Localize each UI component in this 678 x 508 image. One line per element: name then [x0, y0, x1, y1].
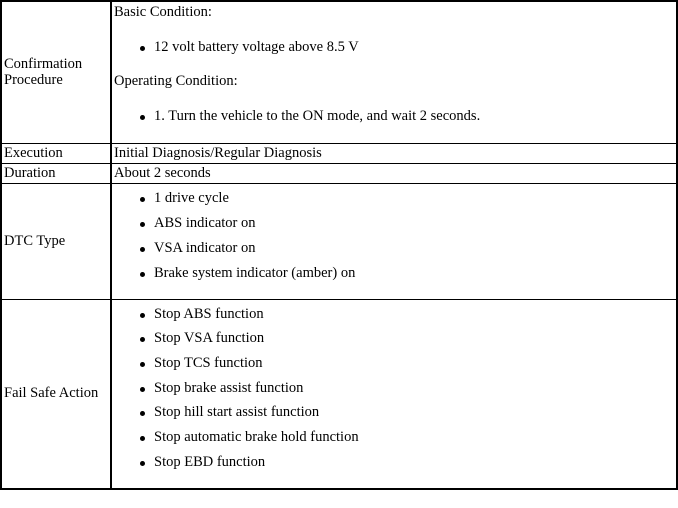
row-duration	[1, 163, 677, 183]
list-item: Stop TCS function	[140, 355, 674, 380]
list-item: Stop hill start assist function	[140, 404, 674, 429]
list-item: 12 volt battery voltage above 8.5 V	[140, 39, 674, 56]
list-item: 1 drive cycle	[140, 190, 674, 215]
row-fail-safe-action	[1, 299, 677, 489]
value-duration: About 2 seconds	[111, 163, 677, 183]
label-dtc-type: DTC Type	[1, 183, 111, 299]
value-fail-safe-action	[111, 299, 677, 489]
value-dtc-type	[111, 183, 677, 299]
label-confirmation-procedure: Confirmation Procedure	[1, 1, 111, 143]
list-item: VSA indicator on	[140, 240, 674, 265]
label-execution: Execution	[1, 143, 111, 163]
basic-condition-heading: Basic Condition:	[114, 4, 212, 20]
list-item: Stop automatic brake hold function	[140, 429, 674, 454]
list-item: Stop brake assist function	[140, 380, 674, 405]
basic-condition-list	[114, 39, 674, 56]
dtc-type-list	[114, 190, 674, 290]
row-dtc-type	[1, 183, 677, 299]
value-confirmation-procedure	[111, 1, 677, 143]
row-execution	[1, 143, 677, 163]
list-item: ABS indicator on	[140, 215, 674, 240]
operating-condition-heading: Operating Condition:	[114, 73, 238, 90]
list-item: Stop EBD function	[140, 454, 674, 479]
label-duration: Duration	[1, 163, 111, 183]
label-fail-safe-action: Fail Safe Action	[1, 299, 111, 489]
list-item: Stop VSA function	[140, 330, 674, 355]
value-execution: Initial Diagnosis/Regular Diagnosis	[111, 143, 677, 163]
fail-safe-list	[114, 306, 674, 479]
list-item: Brake system indicator (amber) on	[140, 265, 674, 290]
list-item: 1. Turn the vehicle to the ON mode, and wait 2 seconds.	[140, 108, 674, 125]
row-confirmation-procedure	[1, 1, 677, 143]
list-item: Stop ABS function	[140, 306, 674, 331]
operating-condition-list	[114, 108, 674, 125]
